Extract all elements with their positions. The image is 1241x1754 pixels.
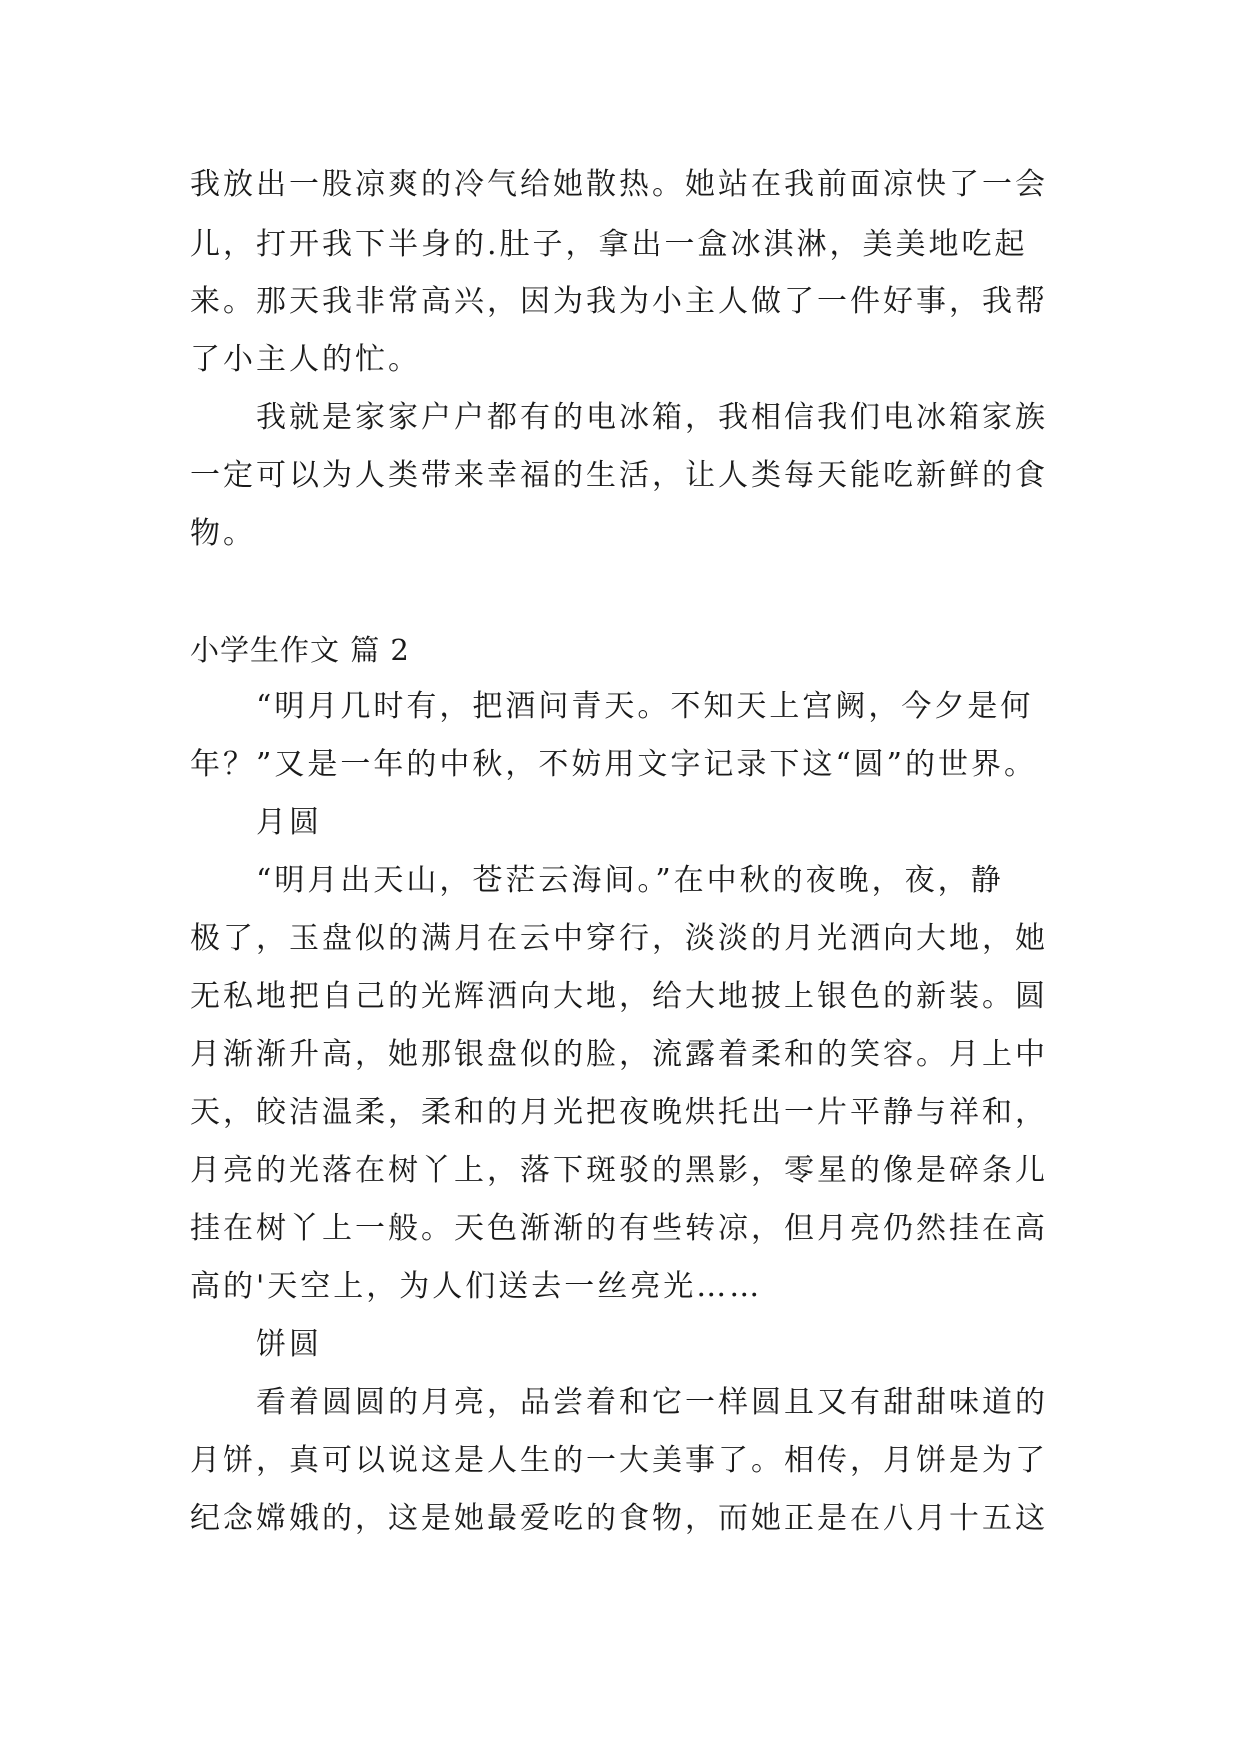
text-line: 高的'天空上，为人们送去一丝亮光…… bbox=[190, 1269, 763, 1304]
text-line: 月渐渐升高，她那银盘似的脸，流露着柔和的笑容。月上中 bbox=[190, 1037, 1048, 1072]
text-line: 挂在树丫上一般。天色渐渐的有些转凉，但月亮仍然挂在高 bbox=[190, 1211, 1048, 1246]
text-line: “明月几时有，把酒问青天。不知天上宫阙，今夕是何 bbox=[190, 689, 1034, 724]
text-line: 来。那天我非常高兴，因为我为小主人做了一件好事，我帮 bbox=[190, 284, 1048, 319]
text-line: 我放出一股凉爽的冷气给她散热。她站在我前面凉快了一会 bbox=[190, 167, 1048, 202]
text-line: 物。 bbox=[190, 516, 256, 551]
text-line: 天，皎洁温柔，柔和的月光把夜晚烘托出一片平静与祥和， bbox=[190, 1095, 1048, 1130]
text-line: “明月出天山，苍茫云海间。”在中秋的夜晚，夜，静 bbox=[190, 863, 1004, 898]
text-line: 月饼，真可以说这是人生的一大美事了。相传，月饼是为了 bbox=[190, 1443, 1048, 1478]
text-line: 儿，打开我下半身的.肚子，拿出一盒冰淇淋，美美地吃起 bbox=[190, 227, 1028, 262]
text-line: 年？”又是一年的中秋，不妨用文字记录下这“圆”的世界。 bbox=[190, 747, 1038, 782]
text-line: 我就是家家户户都有的电冰箱，我相信我们电冰箱家族 bbox=[190, 400, 1048, 435]
section-heading: 小学生作文 篇 2 bbox=[190, 633, 410, 667]
text-line: 看着圆圆的月亮，品尝着和它一样圆且又有甜甜味道的 bbox=[190, 1385, 1048, 1420]
text-line: 纪念嫦娥的，这是她最爱吃的食物，而她正是在八月十五这 bbox=[190, 1501, 1048, 1536]
text-line: 了小主人的忙。 bbox=[190, 342, 421, 377]
text-line: 一定可以为人类带来幸福的生活，让人类每天能吃新鲜的食 bbox=[190, 458, 1048, 493]
text-line: 极了，玉盘似的满月在云中穿行，淡淡的月光洒向大地，她 bbox=[190, 921, 1048, 956]
subheading-line: 饼圆 bbox=[190, 1327, 322, 1362]
subheading-line: 月圆 bbox=[190, 805, 322, 840]
text-line: 无私地把自己的光辉洒向大地，给大地披上银色的新装。圆 bbox=[190, 979, 1048, 1014]
text-line: 月亮的光落在树丫上，落下斑驳的黑影，零星的像是碎条儿 bbox=[190, 1153, 1048, 1188]
